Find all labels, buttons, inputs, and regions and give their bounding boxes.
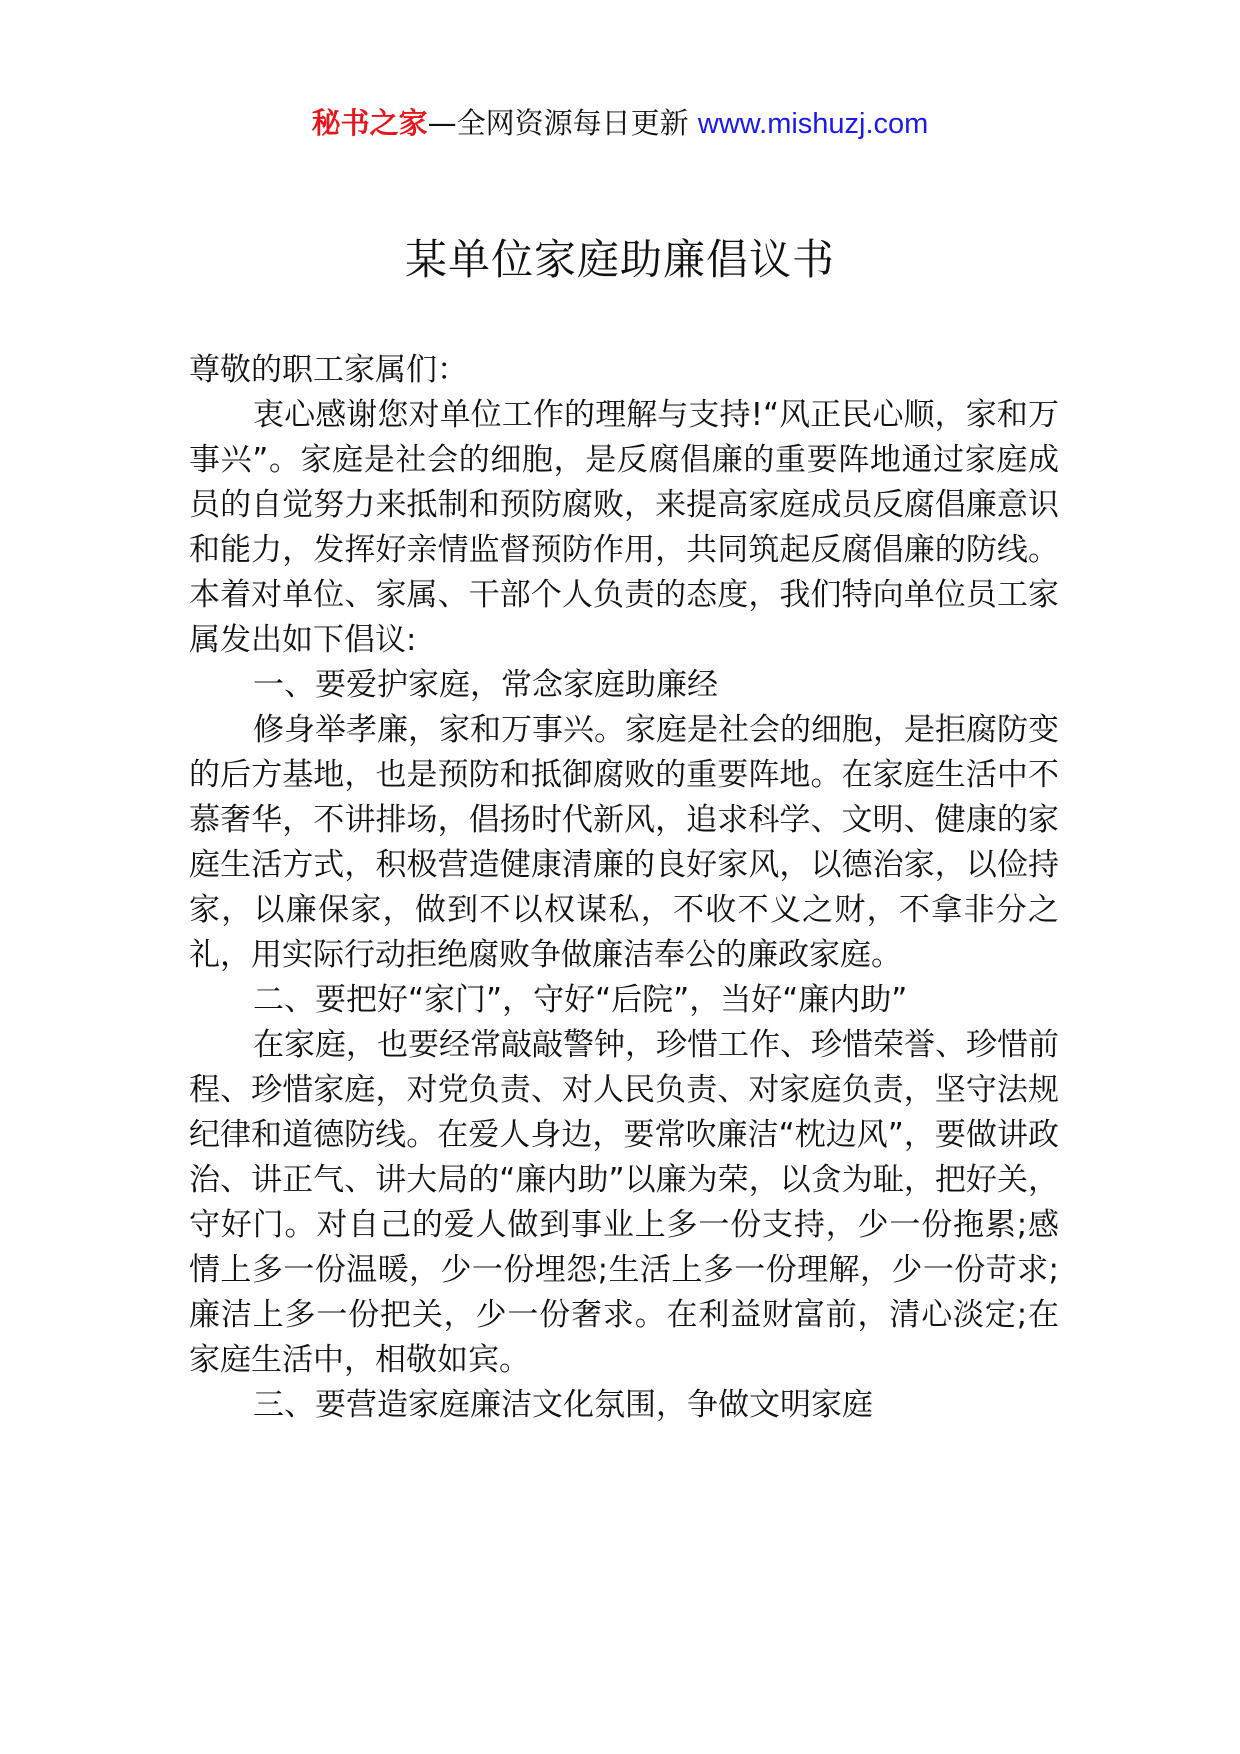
section-heading-1: 一、要爱护家庭，常念家庭助廉经 <box>253 667 718 703</box>
section-heading-2: 二、要把好“家门”，守好“后院”，当好“廉内助” <box>253 982 908 1018</box>
document-title: 某单位家庭助廉倡议书 <box>404 235 835 284</box>
section-heading-3: 三、要营造家庭廉洁文化氛围，争做文明家庭 <box>253 1387 873 1423</box>
paragraph-intro: 衷心感谢您对单位工作的理解与支持!“风正民心顺，家和万事兴”。家庭是社会的细胞，是反腐倡廉的重要阵地通过家庭成员的自觉努力来抵制和预防腐败，来提高家庭成员反腐倡廉意识和能力，发挥好亲情监督预防作用，共同筑起反腐倡廉的防线。本着对单位、家属、干部个人负责的态度，我们特向单位员工家属发出如下倡议: <box>189 397 1059 658</box>
paragraph-section-1: 修身举孝廉，家和万事兴。家庭是社会的细胞，是拒腐防变的后方基地，也是预防和抵御腐败的重要阵地。在家庭生活中不慕奢华，不讲排场，倡扬时代新风，追求科学、文明、健康的家庭生活方式，积极营造健康清廉的良好家风，以德治家，以俭持家，以廉保家，做到不以权谋私，不收不义之财，不拿非分之礼，用实际行动拒绝腐败争做廉洁奉公的廉政家庭。 <box>189 712 1059 973</box>
site-brand: 秘书之家 <box>311 106 428 140</box>
site-tagline: —全网资源每日更新 <box>427 106 689 140</box>
document-body <box>189 348 1059 1428</box>
site-header <box>0 103 1240 144</box>
paragraph-section-2: 在家庭，也要经常敲敲警钟，珍惜工作、珍惜荣誉、珍惜前程、珍惜家庭，对党负责、对人民负责、对家庭负责，坚守法规纪律和道德防线。在爱人身边，要常吹廉洁“枕边风”，要做讲政治、讲正气、讲大局的“廉内助”以廉为荣，以贪为耻，把好关，守好门。对自己的爱人做到事业上多一份支持，少一份拖累;感情上多一份温暖，少一份埋怨;生活上多一份理解，少一份苛求;廉洁上多一份把关，少一份奢求。在利益财富前，清心淡定;在家庭生活中，相敬如宾。 <box>189 1027 1059 1378</box>
salutation: 尊敬的职工家属们： <box>189 352 468 388</box>
site-url-link[interactable]: www.mishuzj.com <box>697 108 929 140</box>
